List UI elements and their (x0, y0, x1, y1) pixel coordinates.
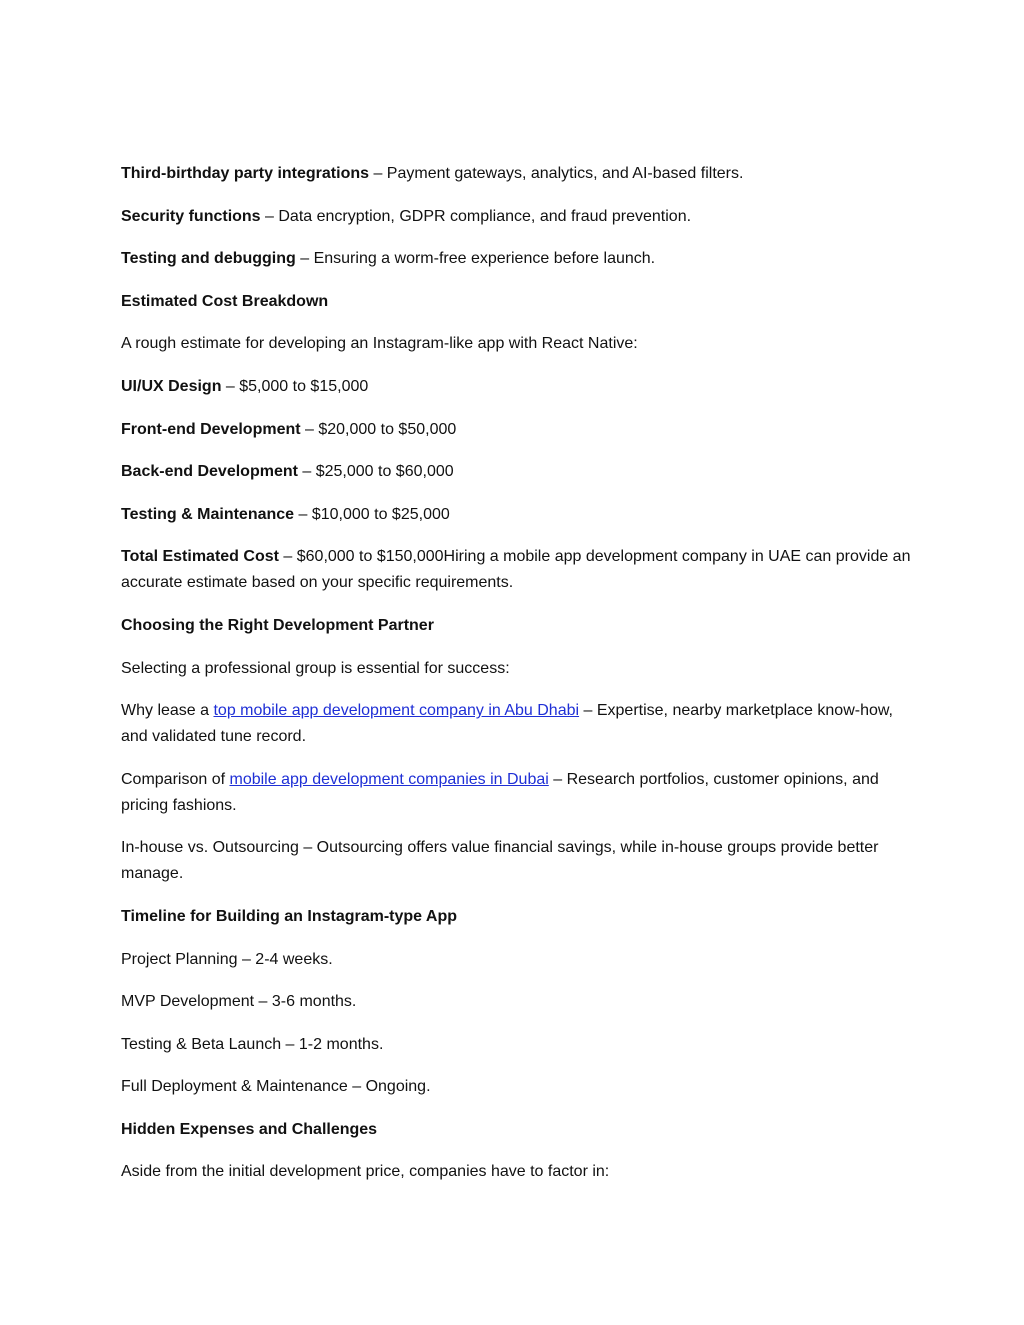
cost-label-backend: Back-end Development (121, 463, 298, 481)
term-integrations: Third-birthday party integrations (121, 165, 370, 182)
link-abu-dhabi[interactable]: top mobile app development company in Abu Dhabi (213, 702, 580, 720)
abu-dhabi-suffix: – Expertise, nearby marketplace know-how, and validated tune record. (121, 702, 893, 746)
cost-item-uiux (121, 374, 911, 400)
desc-testing: – Ensuring a worm-free experience before launch. (295, 250, 656, 268)
paragraph-testing (121, 246, 911, 272)
timeline-beta: Testing & Beta Launch – 1-2 months. (121, 1035, 384, 1053)
cost-label-uiux: UI/UX Design (121, 377, 222, 395)
desc-integrations: – Payment gateways, analytics, and AI-based filters. (369, 165, 744, 182)
paragraph-estimate-intro: A rough estimate for developing an Instagram-like app with React Native: (121, 335, 638, 353)
paragraph-hidden-intro: Aside from the initial development price, companies have to factor in: (121, 1163, 610, 1181)
paragraph-security (121, 204, 911, 230)
paragraph-outsourcing: In-house vs. Outsourcing – Outsourcing offers value financial savings, while in-house groups provide better manage. (121, 839, 879, 883)
heading-cost-breakdown: Estimated Cost Breakdown (121, 292, 329, 310)
desc-security: – Data encryption, GDPR compliance, and fraud prevention. (260, 207, 692, 225)
paragraph-integrations (121, 161, 911, 187)
cost-item-testing (121, 502, 911, 528)
cost-value-total: – $60,000 to $150,000Hiring a mobile app development company in UAE can provide an accurate estimate based on your specific requirements. (121, 548, 911, 592)
heading-development-partner: Choosing the Right Development Partner (121, 616, 434, 634)
cost-item-total (121, 544, 911, 596)
paragraph-selecting-group: Selecting a professional group is essential for success: (121, 659, 510, 677)
dubai-suffix: – Research portfolios, customer opinions, and pricing fashions. (121, 770, 879, 814)
cost-label-total: Total Estimated Cost (121, 548, 279, 566)
document-body (121, 161, 911, 1202)
paragraph-abu-dhabi (121, 698, 911, 750)
timeline-planning: Project Planning – 2-4 weeks. (121, 950, 333, 968)
abu-dhabi-prefix: Why lease a (121, 702, 214, 720)
heading-hidden-expenses: Hidden Expenses and Challenges (121, 1120, 378, 1138)
term-security: Security functions (121, 207, 261, 225)
link-dubai[interactable]: mobile app development companies in Dubai (229, 770, 549, 788)
cost-label-frontend: Front-end Development (121, 420, 301, 438)
cost-value-backend: – $25,000 to $60,000 (297, 463, 454, 481)
cost-value-testing: – $10,000 to $25,000 (294, 505, 450, 523)
term-testing: Testing and debugging (121, 250, 296, 268)
paragraph-dubai (121, 767, 911, 819)
heading-timeline: Timeline for Building an Instagram-type App (121, 907, 458, 925)
cost-value-frontend: – $20,000 to $50,000 (300, 420, 457, 438)
cost-label-testing: Testing & Maintenance (121, 505, 295, 523)
timeline-mvp: MVP Development – 3-6 months. (121, 993, 357, 1011)
dubai-prefix: Comparison of (121, 770, 230, 788)
cost-item-frontend (121, 417, 911, 443)
timeline-deployment: Full Deployment & Maintenance – Ongoing. (121, 1078, 431, 1096)
cost-item-backend (121, 459, 911, 485)
cost-value-uiux: – $5,000 to $15,000 (221, 377, 369, 395)
